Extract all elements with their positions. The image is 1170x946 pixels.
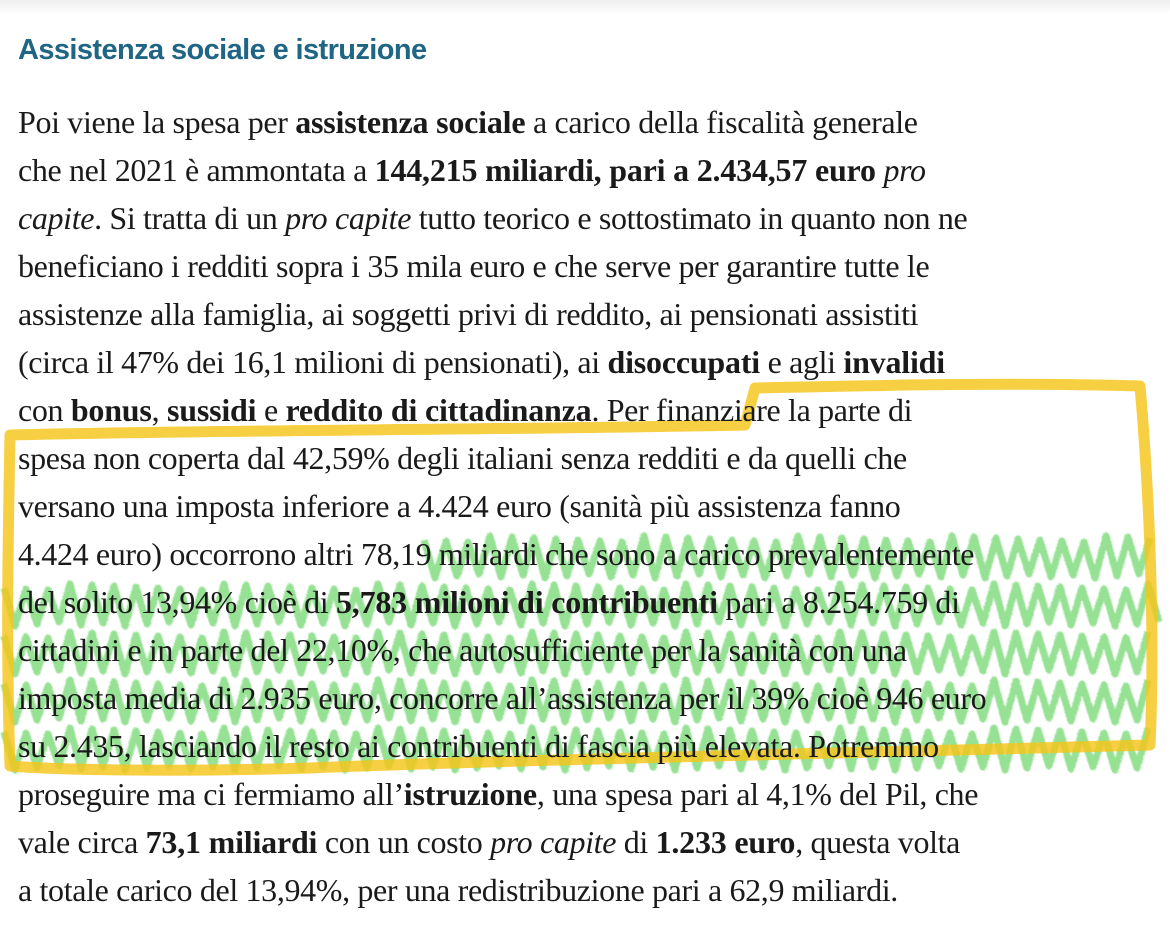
text-run: versano una imposta inferiore a 4.424 euro (sanità più assistenza fanno <box>18 488 901 524</box>
text-run: del solito 13,94% cioè di <box>18 584 336 620</box>
paragraph-line <box>18 626 1163 674</box>
text-run: Poi viene la spesa per <box>18 104 296 140</box>
paragraph-line <box>18 290 1163 338</box>
text-run: spesa non coperta dal 42,59% degli italiani senza redditi e da quelli che <box>18 440 907 476</box>
text-run: proseguire ma ci fermiamo all’ <box>18 776 404 812</box>
paragraph-line <box>18 866 1163 914</box>
italic-text: pro <box>883 152 926 188</box>
text-run: assistenze alla famiglia, ai soggetti privi di reddito, ai pensionati assistiti <box>18 296 919 332</box>
bold-text: 73,1 miliardi <box>145 824 318 860</box>
paragraph-line <box>18 722 1163 770</box>
paragraph-line <box>18 98 1163 146</box>
text-run: e agli <box>759 344 844 380</box>
bold-text: 1.233 euro <box>655 824 796 860</box>
text-run: pari a 8.254.759 di <box>717 584 960 620</box>
bold-text: sussidi <box>166 392 257 428</box>
text-run: di <box>616 824 656 860</box>
text-run: vale circa <box>18 824 146 860</box>
paragraph-line <box>18 434 1163 482</box>
text-run: su 2.435, lasciando il resto ai contribuenti di fascia più elevata. Potremmo <box>18 728 939 764</box>
paragraph-line <box>18 146 1163 194</box>
text-run: , <box>151 392 167 428</box>
bold-text: assistenza sociale <box>295 104 526 140</box>
bold-text: invalidi <box>843 344 945 380</box>
text-run: con <box>18 392 71 428</box>
text-run: e <box>256 392 286 428</box>
italic-text: pro capite <box>285 200 412 236</box>
article-body <box>18 98 1163 914</box>
text-run: beneficiano i redditi sopra i 35 mila euro e che serve per garantire tutte le <box>18 248 930 284</box>
text-run: con un costo <box>317 824 491 860</box>
text-run: cittadini e in parte del 22,10%, che autosufficiente per la sanità con una <box>18 632 907 668</box>
text-run: che nel 2021 è ammontata a <box>18 152 375 188</box>
top-edge-shadow <box>0 0 1170 14</box>
bold-text: disoccupati <box>607 344 760 380</box>
paragraph-line <box>18 338 1163 386</box>
paragraph-line <box>18 242 1163 290</box>
bold-text: reddito di cittadinanza <box>285 392 592 428</box>
paragraph-line <box>18 386 1163 434</box>
paragraph-line <box>18 818 1163 866</box>
text-run: (circa il 47% dei 16,1 milioni di pensionati), ai <box>18 344 608 380</box>
text-run: a carico della fiscalità generale <box>525 104 918 140</box>
paragraph-line <box>18 578 1163 626</box>
text-run: tutto teorico e sottostimato in quanto non ne <box>411 200 968 236</box>
italic-text: pro capite <box>490 824 617 860</box>
bold-text: 144,215 miliardi, pari a 2.434,57 euro <box>374 152 876 188</box>
text-run: , questa volta <box>795 824 961 860</box>
text-run: , una spesa pari al 4,1% del Pil, che <box>536 776 979 812</box>
text-run: 4.424 euro) occorrono altri 78,19 miliardi che sono a carico prevalentemente <box>18 536 975 572</box>
bold-text: 5,783 milioni di contribuenti <box>335 584 718 620</box>
paragraph-line <box>18 194 1163 242</box>
text-run: a totale carico del 13,94%, per una redistribuzione pari a 62,9 miliardi. <box>18 872 898 908</box>
bold-text: istruzione <box>403 776 537 812</box>
section-heading: Assistenza sociale e istruzione <box>18 34 427 66</box>
text-run: . Si tratta di un <box>94 200 286 236</box>
paragraph-line <box>18 482 1163 530</box>
text-run: imposta media di 2.935 euro, concorre all’assistenza per il 39% cioè 946 euro <box>18 680 987 716</box>
paragraph-line <box>18 674 1163 722</box>
paragraph-line <box>18 530 1163 578</box>
paragraph-line <box>18 770 1163 818</box>
italic-text: capite <box>18 200 95 236</box>
bold-text: bonus <box>70 392 152 428</box>
text-run: . Per finanziare la parte di <box>591 392 913 428</box>
